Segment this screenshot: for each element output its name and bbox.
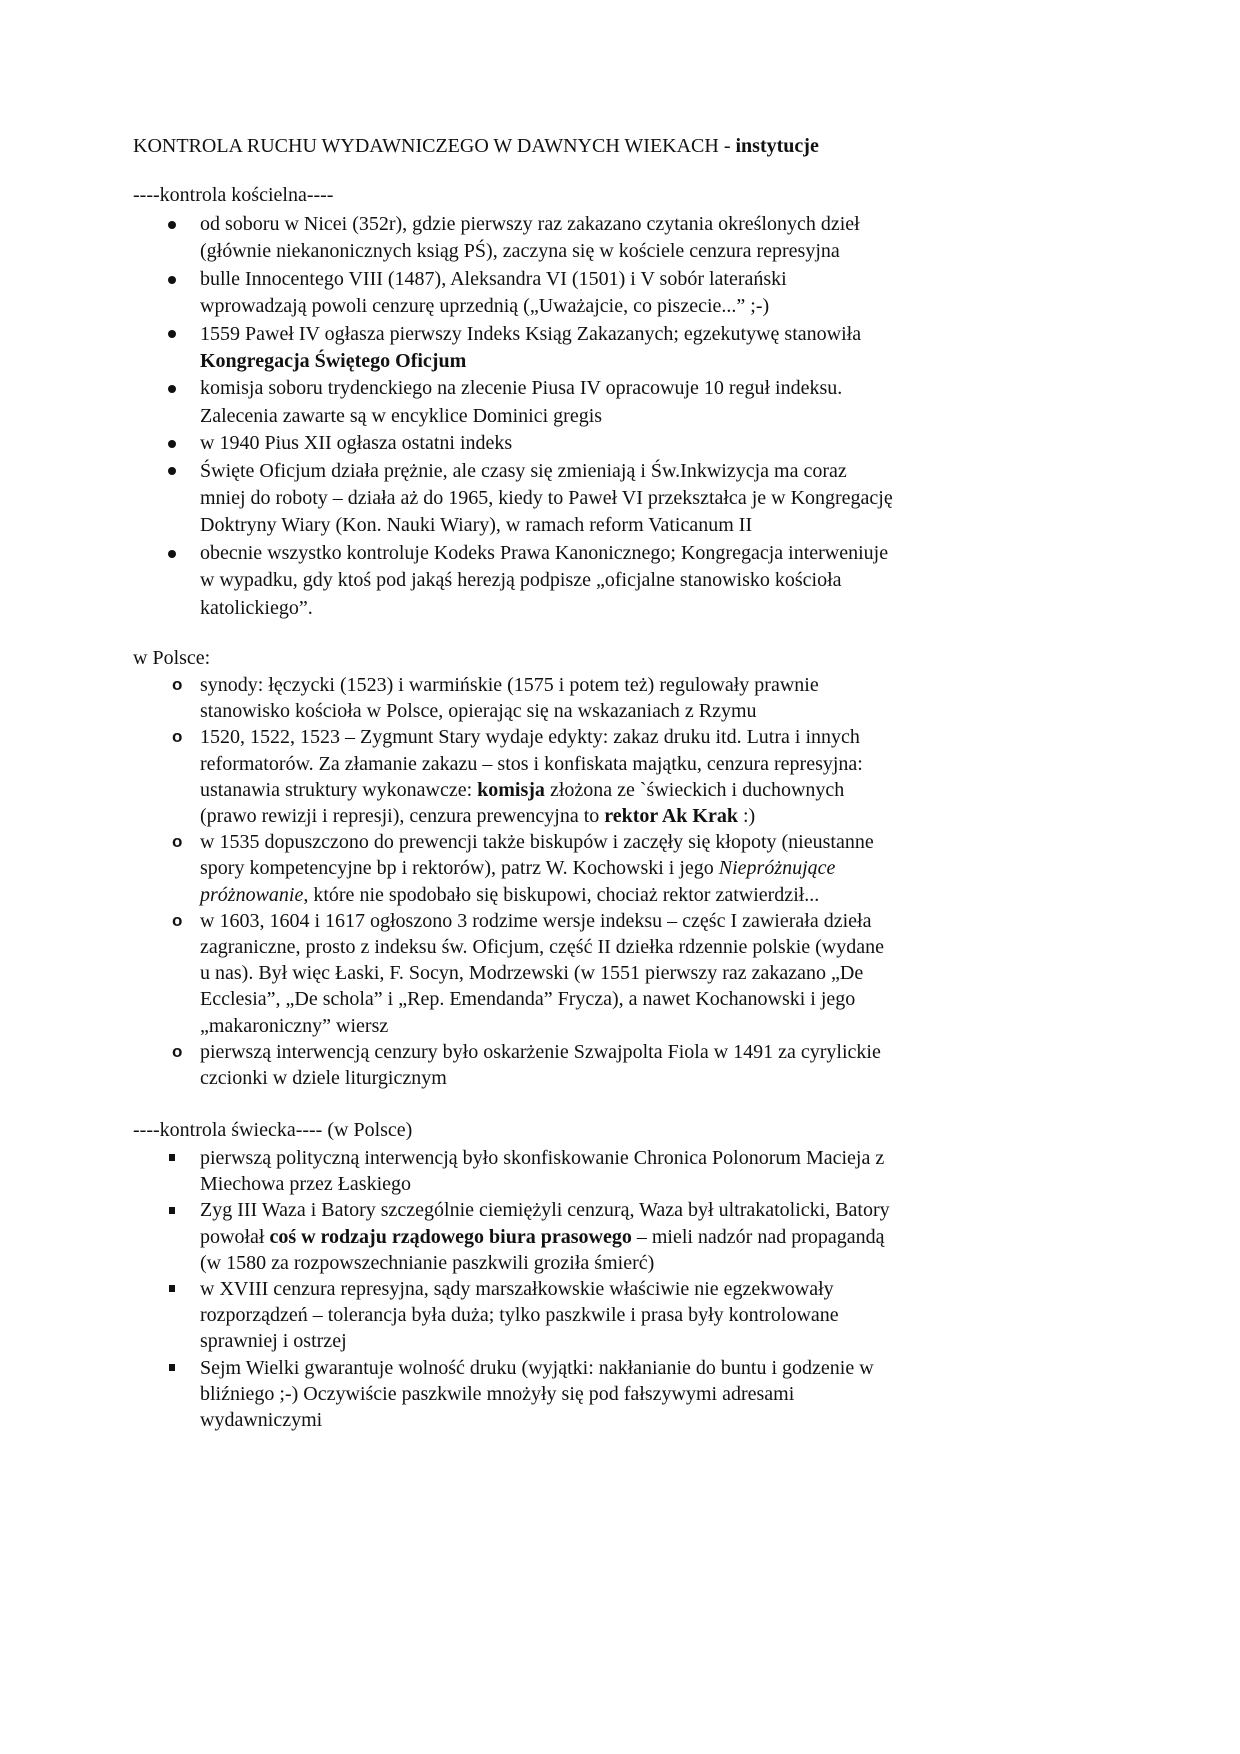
list-item-line bbox=[200, 751, 863, 777]
text-run: u nas). Był więc Łaski, F. Socyn, Modrzewski (w 1551 pierwszy raz zakazano „De bbox=[200, 962, 864, 985]
text-run: od soboru w Nicei (352r), gdzie pierwszy raz zakazano czytania określonych dzieł bbox=[200, 213, 860, 235]
text-run: rozporządzeń – tolerancja była duża; tylko paszkwile i prasa były kontrolowane bbox=[200, 1304, 839, 1327]
list-item-line bbox=[200, 1407, 322, 1433]
bullet-circle-icon: o bbox=[172, 727, 183, 747]
bold-text: Kongregacja Świętego Oficjum bbox=[200, 350, 467, 372]
list-item-line bbox=[200, 348, 466, 375]
text-run: czcionki w dziele liturgicznym bbox=[200, 1067, 447, 1089]
list-item-line bbox=[200, 266, 787, 293]
list-item-line bbox=[200, 458, 847, 485]
list-item-line bbox=[200, 1276, 834, 1302]
bullet-circle-icon: o bbox=[172, 1041, 183, 1061]
list-item-line bbox=[200, 986, 855, 1012]
list-item-line bbox=[200, 238, 840, 265]
list-item-line bbox=[200, 403, 602, 430]
title-bold: instytucje bbox=[735, 135, 819, 157]
text-run: w wypadku, gdy ktoś pod jakąś herezją podpisze „oficjalne stanowisko kościoła bbox=[200, 569, 842, 592]
text-run: (prawo rewizji i represji), cenzura prewencyjna to bbox=[200, 805, 605, 827]
text-run: bliźniego ;-) Oczywiście paszkwile mnożyły się pod fałszywymi adresami bbox=[200, 1382, 795, 1405]
list-item-line bbox=[200, 375, 842, 402]
list-item-line bbox=[200, 1145, 884, 1171]
bold-text: coś w rodzaju rządowego biura prasowego bbox=[269, 1225, 632, 1248]
bullet-dot-icon bbox=[168, 440, 176, 448]
list-item-line bbox=[200, 1250, 654, 1276]
text-run: synody: łęczycki (1523) i warmińskie (1575 i potem też) regulowały prawnie bbox=[200, 674, 819, 696]
text-run: w 1603, 1604 i 1617 ogłoszono 3 rodzime wersje indeksu – częśc I zawierała dzieła bbox=[200, 909, 872, 932]
text-run: , które nie spodobało się biskupowi, chociaż rektor zatwierdził... bbox=[303, 883, 820, 906]
bullet-square-icon bbox=[169, 1207, 175, 1214]
text-run: mniej do roboty – działa aż do 1965, kiedy to Paweł VI przekształca je w Kongregację bbox=[200, 487, 893, 509]
bullet-dot-icon bbox=[168, 385, 176, 393]
list-item-line bbox=[200, 1328, 347, 1354]
list-item-line bbox=[200, 724, 860, 750]
section-header-church: ----kontrola kościelna---- bbox=[133, 184, 334, 206]
list-item-line bbox=[200, 1171, 411, 1197]
bold-text: rektor Ak Krak bbox=[604, 805, 738, 827]
list-item-line bbox=[200, 293, 769, 320]
list-item-line bbox=[200, 960, 863, 986]
list-item-line bbox=[200, 1039, 881, 1065]
text-run: – mieli nadzór nad propagandą bbox=[631, 1225, 885, 1248]
bullet-square-icon bbox=[169, 1285, 175, 1292]
italic-text: próżnowanie bbox=[200, 883, 304, 906]
bullet-dot-icon bbox=[168, 467, 176, 475]
bullet-dot-icon bbox=[168, 330, 176, 338]
text-run: stanowisko kościoła w Polsce, opierając się na wskazaniach z Rzymu bbox=[200, 700, 757, 723]
list-item-line bbox=[200, 829, 874, 855]
text-run: w 1535 dopuszczono do prewencji także biskupów i zaczęły się kłopoty (nieustanne bbox=[200, 831, 874, 854]
section-header-poland: w Polsce: bbox=[133, 647, 211, 669]
bullet-circle-icon: o bbox=[172, 675, 183, 694]
text-run: 1559 Paweł IV ogłasza pierwszy Indeks Ksiąg Zakazanych; egzekutywę stanowiła bbox=[200, 322, 862, 345]
text-run: obecnie wszystko kontroluje Kodeks Prawa Kanonicznego; Kongregacja interweniuje bbox=[200, 541, 889, 564]
text-run: w 1940 Pius XII ogłasza ostatni indeks bbox=[200, 432, 513, 455]
list-item-line bbox=[200, 908, 871, 934]
title-text: KONTROLA RUCHU WYDAWNICZEGO W DAWNYCH WIEKACH - bbox=[133, 135, 736, 157]
text-run: powołał bbox=[200, 1225, 270, 1248]
text-run: (w 1580 za rozpowszechnianie paszkwili groziła śmierć) bbox=[200, 1251, 655, 1274]
list-item-line bbox=[200, 1381, 794, 1407]
text-run: „makaroniczny” wiersz bbox=[200, 1014, 389, 1037]
list-item-line bbox=[200, 540, 888, 567]
text-run: 1520, 1522, 1523 – Zygmunt Stary wydaje edykty: zakaz druku itd. Lutra i innych bbox=[200, 726, 860, 749]
document-title bbox=[133, 133, 819, 160]
list-item-line bbox=[200, 1224, 885, 1250]
bold-text: komisja bbox=[477, 778, 545, 801]
text-run: Zyg III Waza i Batory szczególnie ciemiężyli cenzurą, Waza był ultrakatolicki, Batory bbox=[200, 1199, 890, 1222]
list-item-line bbox=[200, 777, 844, 803]
text-run: spory kompetencyjne bp i rektorów), patrz W. Kochowski i jego bbox=[200, 857, 719, 880]
list-item-line bbox=[200, 1302, 839, 1328]
text-run: katolickiego”. bbox=[200, 596, 313, 619]
text-run: wprowadzają powoli cenzurę uprzednią („Uważajcie, co piszecie...” ;-) bbox=[200, 295, 770, 318]
text-run: ustanawia struktury wykonawcze: bbox=[200, 778, 478, 801]
bullet-circle-icon: o bbox=[172, 832, 183, 852]
text-run: :) bbox=[737, 805, 756, 827]
bullet-circle-icon: o bbox=[172, 910, 183, 930]
list-item-line bbox=[200, 595, 313, 622]
text-run: pierwszą polityczną interwencją było skonfiskowanie Chronica Polonorum Macieja z bbox=[200, 1147, 885, 1169]
list-item-line bbox=[200, 512, 752, 539]
list-item-line bbox=[200, 1013, 388, 1039]
text-run: pierwszą interwencją cenzury było oskarżenie Szwajpolta Fiola w 1491 za cyrylickie bbox=[200, 1040, 881, 1063]
list-item-line bbox=[200, 321, 861, 348]
list-item-line bbox=[200, 934, 884, 960]
italic-text: Niepróżnujące bbox=[718, 857, 836, 880]
text-run: reformatorów. Za złamanie zakazu – stos i konfiskata majątku, cenzura represyjna: bbox=[200, 752, 863, 775]
list-item-line bbox=[200, 698, 757, 724]
list-item-line bbox=[200, 1355, 874, 1381]
bullet-dot-icon bbox=[168, 550, 176, 558]
text-run: Ecclesia”, „De schola” i „Rep. Emendanda” Frycza), a nawet Kochanowski i jego bbox=[200, 988, 856, 1011]
bullet-square-icon bbox=[169, 1364, 175, 1371]
list-item-line bbox=[200, 567, 842, 594]
section-header-secular: ----kontrola świecka---- (w Polsce) bbox=[133, 1119, 413, 1141]
text-run: Miechowa przez Łaskiego bbox=[200, 1173, 412, 1196]
text-run: Zalecenia zawarte są w encyklice Dominici gregis bbox=[200, 404, 603, 427]
list-item-line bbox=[200, 211, 860, 238]
text-run: złożona ze `świeckich i duchownych bbox=[544, 778, 845, 801]
list-item-line bbox=[200, 803, 755, 829]
text-run: Święte Oficjum działa prężnie, ale czasy się zmieniają i Św.Inkwizycja ma coraz bbox=[200, 459, 847, 482]
text-run: zagraniczne, prosto z indeksu św. Oficjum, część II dziełka rdzennie polskie (wydane bbox=[200, 936, 884, 958]
text-run: Doktryny Wiary (Kon. Nauki Wiary), w ramach reform Vaticanum II bbox=[200, 514, 753, 537]
bullet-square-icon bbox=[169, 1154, 175, 1161]
list-item-line bbox=[200, 485, 893, 512]
list-item-line bbox=[200, 855, 835, 881]
text-run: w XVIII cenzura represyjna, sądy marszałkowskie właściwie nie egzekwowały bbox=[200, 1278, 834, 1300]
bullet-dot-icon bbox=[168, 276, 176, 284]
text-run: komisja soboru trydenckiego na zlecenie Piusa IV opracowuje 10 reguł indeksu. bbox=[200, 377, 843, 400]
text-run: (głównie niekanonicznych ksiąg PŚ), zaczyna się w kościele cenzura represyjna bbox=[200, 240, 840, 263]
list-item-line bbox=[200, 1197, 890, 1223]
text-run: sprawniej i ostrzej bbox=[200, 1330, 347, 1353]
list-item-line bbox=[200, 430, 512, 457]
list-item-line bbox=[200, 672, 819, 698]
text-run: bulle Innocentego VIII (1487), Aleksandra VI (1501) i V sobór laterański bbox=[200, 267, 787, 290]
text-run: wydawniczymi bbox=[200, 1409, 323, 1431]
list-item-line bbox=[200, 882, 819, 908]
bullet-dot-icon bbox=[168, 221, 176, 229]
text-run: Sejm Wielki gwarantuje wolność druku (wyjątki: nakłanianie do buntu i godzenie w bbox=[200, 1356, 874, 1379]
list-item-line bbox=[200, 1065, 447, 1091]
